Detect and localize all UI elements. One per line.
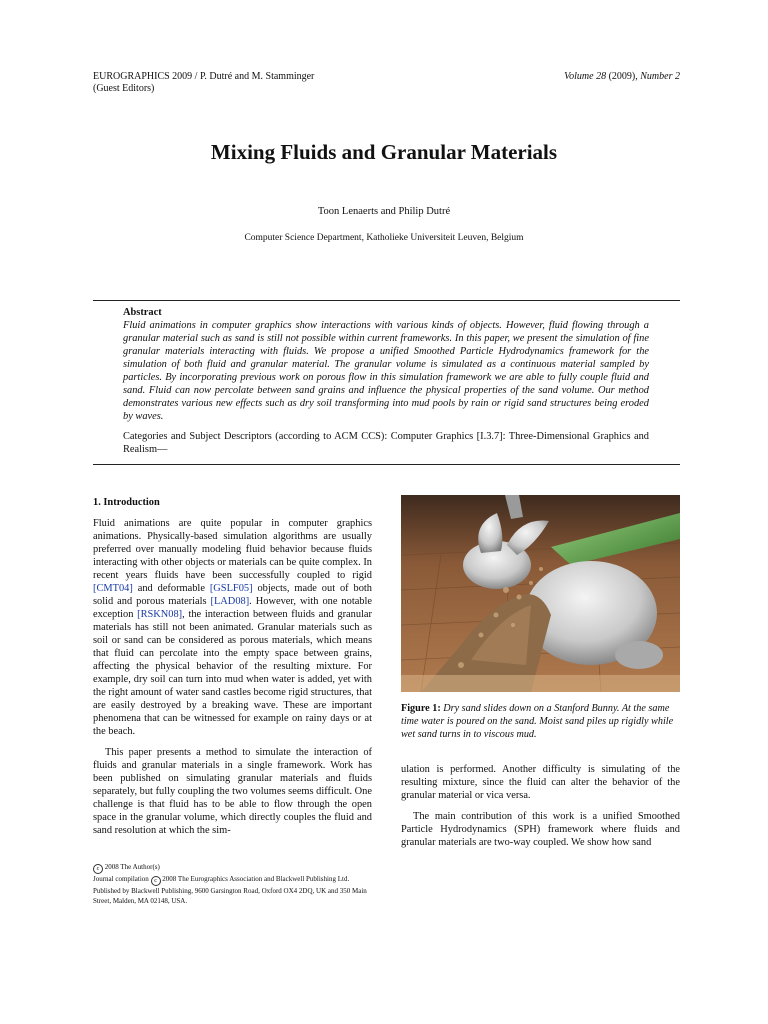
right-column <box>401 763 680 849</box>
copyright-footer <box>93 862 373 906</box>
section-heading-introduction: 1. Introduction <box>93 497 160 508</box>
running-header-left <box>93 71 314 95</box>
abstract-body: Fluid animations in computer graphics show interactions with various kinds of objects. However, fluid flowing through a granular material such as sand is still not possible within current frameworks. In this paper, we present the simulation of fine granular materials interacting with fluids. We propose a unified Smoothed Particle Hydrodynamics framework for the simulation of both fluid and granular material. The granular volume is simulated as a continuous material sampled by particles. By incorporating previous work on porous flow in this simulation framework we are able to fully couple fluid and sand. Fluid can now percolate between sand grains and influence the physical properties of the sand volume. Our method demonstrates various new effects such as dry soil transforming into mud pools by rain or rigid sand structures being eroded by waves. <box>123 320 649 422</box>
intro-paragraph-2: This paper presents a method to simulate the interaction of fluids and granular materials in a single framework. Work has been published on simulating granular materials and fluids separately, but fully coupling the two volumes seems difficult. One challenge is that fluid has to be able to flow through the open space in the granular volume, which directly couples the fluid and sand resolution at which the sim- <box>93 747 372 836</box>
bunny-sand-render <box>401 495 680 692</box>
guest-editors-line: (Guest Editors) <box>93 83 155 94</box>
figure-1-caption <box>401 702 680 741</box>
copyright-icon: c <box>93 864 103 874</box>
issue-number: Number 2 <box>640 71 680 82</box>
author-affiliation: Computer Science Department, Katholieke Universiteit Leuven, Belgium <box>244 233 524 243</box>
conference-line: EUROGRAPHICS 2009 / P. Dutré and M. Stamminger <box>93 71 315 82</box>
right-paragraph-2: The main contribution of this work is a unified Smoothed Particle Hydrodynamics (SPH) framework where fluids and granular materials are two-way coupled. We show how sand <box>401 811 680 848</box>
paper-authors: Toon Lenaerts and Philip Dutré <box>317 206 451 217</box>
right-paragraph-1: ulation is performed. Another difficulty is simulating of the resulting mixture, since the fluid can alter the behavior of the granular material or vica versa. <box>401 764 680 801</box>
footer-line-3: Published by Blackwell Publishing, 9600 Garsington Road, Oxford OX4 2DQ, UK and 350 Main Street, Malden, MA 02148, USA. <box>93 887 367 905</box>
intro-paragraph-1: Fluid animations are quite popular in computer graphics animations. Physically-based simulation algorithms are usually preferred over manually modeling fluid behavior because fluids interacting with other objects or materials can be quite complex. In recent years fluids have been successfully coupled to rigid [CMT04] and deformable [GSLF05] objects, made out of both solid and porous materials [LAD08]. However, with one notable exception [RSKN08], the interaction between fluids and granular materials has still not been animated. Granular materials such as soil or sand can be considered as porous materials, which means that fluid can percolate into the empty space between grains, affecting the physical behavior of the resulting mixture. For example, dry soil can turn into mud when water is added, yet with the right amount of water sand castles become rigid structures, that are easily destroyed by a breaking wave. These are important phenomena that can be witnessed for example on rainy days or at the beach. <box>93 518 373 737</box>
citation-link[interactable]: [RSKN08] <box>137 609 183 620</box>
abstract-block <box>123 306 649 456</box>
copyright-icon: c <box>151 876 161 886</box>
citation-link[interactable]: [LAD08] <box>210 596 250 607</box>
paper-title: Mixing Fluids and Granular Materials <box>210 140 558 164</box>
abstract-bottom-rule <box>93 464 680 465</box>
citation-link[interactable]: [CMT04] <box>93 583 133 594</box>
volume-label: Volume 28 <box>564 71 607 82</box>
left-column <box>93 496 372 837</box>
footer-line-1: c 2008 The Author(s) <box>93 862 373 874</box>
volume-year: (2009), <box>608 71 638 82</box>
abstract-heading: Abstract <box>123 307 162 318</box>
figure-label: Figure 1: <box>401 703 441 714</box>
footer-line-2: Journal compilation c 2008 The Eurographics Association and Blackwell Publishing Ltd. <box>93 875 350 884</box>
figure-caption-text: Dry sand slides down on a Stanford Bunny. At the same time water is poured on the sand. Moist sand piles up rigidly while wet sand turns in to viscous mud. <box>401 703 674 740</box>
citation-link[interactable]: [GSLF05] <box>209 583 253 594</box>
subject-descriptors: Categories and Subject Descriptors (according to ACM CCS): Computer Graphics [I.3.7]: Three-Dimensional Graphics and Realism— <box>123 431 649 455</box>
running-header-right <box>564 71 680 83</box>
figure-1-image <box>401 495 680 692</box>
abstract-top-rule <box>93 300 680 301</box>
